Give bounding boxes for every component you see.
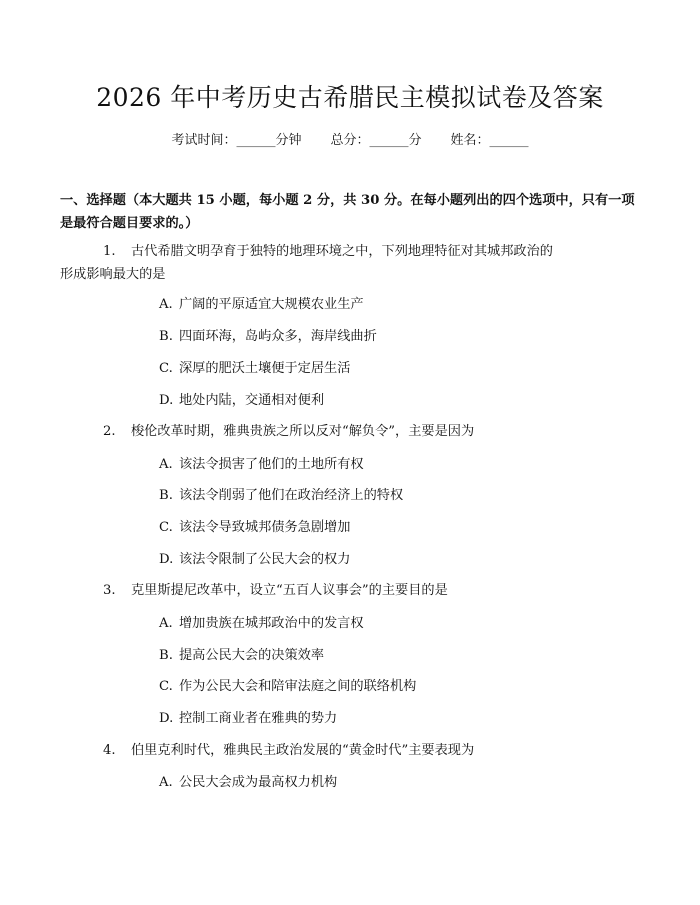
option-letter: D. — [159, 711, 174, 726]
question-text: 古代希腊文明孕育于独特的地理环境之中，下列地理特征对其城邦政治的 — [131, 244, 553, 259]
question-1 — [60, 241, 648, 286]
score-label: 总分： — [330, 133, 370, 148]
option-text: 提高公民大会的决策效率 — [179, 648, 325, 663]
question-number: 1. — [103, 244, 116, 259]
page-title: 2026 年中考历史古希腊民主模拟试卷及答案 — [96, 83, 604, 112]
option-3c — [159, 676, 639, 698]
option-letter: C. — [159, 361, 173, 376]
option-letter: B. — [159, 648, 173, 663]
question-number: 4. — [103, 743, 116, 758]
option-letter: D. — [159, 393, 174, 408]
option-letter: C. — [159, 520, 173, 535]
question-number: 2. — [103, 424, 116, 439]
name-label: 姓名： — [450, 133, 490, 148]
option-2d — [159, 549, 639, 571]
option-text: 该法令导致城邦债务急剧增加 — [179, 520, 351, 535]
option-1d — [159, 390, 639, 412]
question-text: 伯里克利时代，雅典民主政治发展的“黄金时代”主要表现为 — [131, 743, 475, 758]
option-1b — [159, 326, 639, 348]
time-blank: ______ — [236, 133, 276, 148]
option-letter: A. — [159, 297, 173, 312]
option-letter: D. — [159, 552, 174, 567]
option-text: 作为公民大会和陪审法庭之间的联络机构 — [179, 679, 417, 694]
question-2 — [103, 421, 648, 444]
question-text-continued: 形成影响最大的是 — [60, 266, 166, 282]
option-2c — [159, 517, 639, 539]
option-2b — [159, 485, 639, 507]
option-letter: C. — [159, 679, 173, 694]
option-3a — [159, 613, 639, 635]
option-3d — [159, 708, 639, 730]
option-letter: A. — [159, 616, 173, 631]
option-1a — [159, 294, 639, 316]
section-heading: 一、选择题（本大题共 15 小题，每小题 2 分，共 30 分。在每小题列出的四个选项中，只有一项是最符合题目要求的。） — [60, 193, 635, 231]
option-letter: B. — [159, 329, 173, 344]
option-text: 公民大会成为最高权力机构 — [179, 775, 338, 790]
question-text: 克里斯提尼改革中，设立“五百人议事会”的主要目的是 — [131, 583, 448, 598]
option-letter: A. — [159, 775, 173, 790]
score-unit: 分 — [408, 133, 422, 148]
question-3 — [103, 580, 648, 603]
option-text: 广阔的平原适宜大规模农业生产 — [179, 297, 364, 312]
exam-meta-line — [0, 131, 700, 151]
option-text: 四面环海，岛屿众多，海岸线曲折 — [179, 329, 377, 344]
option-text: 该法令削弱了他们在政治经济上的特权 — [179, 488, 404, 503]
option-letter: A. — [159, 457, 173, 472]
option-4a — [159, 772, 639, 794]
option-1c — [159, 358, 639, 380]
option-text: 增加贵族在城邦政治中的发言权 — [179, 616, 364, 631]
question-number: 3. — [103, 583, 116, 598]
option-text: 该法令损害了他们的土地所有权 — [179, 457, 364, 472]
score-blank: ______ — [369, 133, 409, 148]
time-label: 考试时间： — [171, 133, 237, 148]
option-text: 深厚的肥沃土壤便于定居生活 — [179, 361, 351, 376]
option-text: 地处内陆，交通相对便利 — [179, 393, 325, 408]
option-2a — [159, 454, 639, 476]
question-text: 梭伦改革时期，雅典贵族之所以反对“解负令”，主要是因为 — [131, 424, 475, 439]
option-text: 控制工商业者在雅典的势力 — [179, 711, 338, 726]
name-blank: ______ — [489, 133, 529, 148]
option-3b — [159, 645, 639, 667]
option-letter: B. — [159, 488, 173, 503]
time-unit: 分钟 — [275, 133, 302, 148]
option-text: 该法令限制了公民大会的权力 — [179, 552, 351, 567]
question-4 — [103, 740, 648, 763]
